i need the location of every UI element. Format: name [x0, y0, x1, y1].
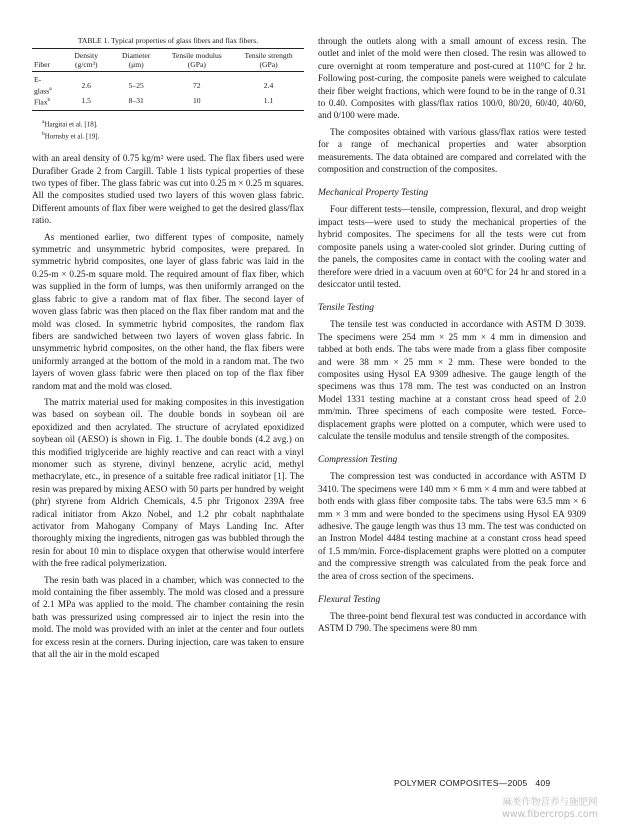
- table-header-rule: [32, 71, 304, 72]
- body-paragraph: The resin bath was placed in a chamber, which was connected to the mold containing the fiber assembly. The mold was closed and a pressure of 2.1 MPa was applied to the mold. The chamber containing the resin bath was pressurized using compressed air to inject the resin into the mold. The mold was provided with an inlet at the center and four outlets for excess resin at the corners. During injection, care was taken to ensure that all the air in the mold escaped: [32, 575, 304, 661]
- watermark-line: www.fibercrops.com: [501, 809, 599, 820]
- right-column: [318, 36, 586, 640]
- page-footer: [394, 778, 550, 788]
- body-paragraph: As mentioned earlier, two different types of composite, namely symmetric and unsymmetric hybrid composites, were prepared. In symmetric hybrid composites, one layer of glass fabric was laid in the 0.25-m × 0.25-m square mold. The required amount of flax fiber, which was supplied in the form of lumps, was then uniformly arranged on the glass fabric to give a random mat of flax fiber. The second layer of woven glass fabric was then placed on the flax fiber random mat and the mold was closed. In symmetric hybrid composites, the random flax fibers are sandwiched between two layers of woven glass fabric. In unsymmetric hybrid composites, on the other hand, the flax fibers were uniformly arranged at the bottom of the mold in a random mat. The two layers of woven glass fabric were then placed on top of the flax fiber random mat and the mold was closed.: [32, 232, 304, 392]
- footnote-b: $^b$Hornsby et al. [19].: [42, 130, 100, 141]
- section-heading: Tensile Testing: [318, 303, 375, 314]
- table-cell: 72: [193, 80, 201, 90]
- table-footnotes: [42, 117, 304, 142]
- section-heading: Compression Testing: [318, 455, 398, 466]
- table-cell: 2.4: [263, 80, 274, 90]
- table-row: [32, 75, 304, 96]
- table-cell: 10: [193, 96, 201, 106]
- watermark: [490, 797, 610, 821]
- body-paragraph: The compression test was conducted in accordance with ASTM D 3410. The specimens were 140 mm × 6 mm × 4 mm and were tabbed at both ends with glass fiber composite tabs. The tabs were 63.5 mm × 6 mm × 3 mm and were bonded to the specimens using Hysol EA 9309 adhesive. The gauge length was thus 13 mm. The test was conducted on an Instron Model 4484 testing machine at a constant cross head speed of 1.5 mm/min. Force-displacement graphs were plotted on a computer and the compressive strength was calculated from the peak force and the area of cross section of the specimens.: [318, 472, 586, 582]
- table-header-density: Density (g/cm³): [74, 51, 99, 69]
- body-paragraph: with an areal density of 0.75 kg/m² were used. The flax fibers used were Durafiber Grade 2 from Cargill. Table 1 lists typical properties of these two types of fiber. The glass fabric was cut into 0.25 m × 0.25 m squares. All the composites studied used two layers of this woven glass fabric. Different amounts of flax fiber were weighed to get the desired glass/flax ratio.: [32, 154, 304, 227]
- table-cell: 5–25: [128, 80, 144, 90]
- table-cell: 1.5: [81, 96, 91, 106]
- table-header-fiber: Fiber: [34, 60, 51, 69]
- body-paragraph: through the outlets along with a small amount of excess resin. The outlet and inlet of the mold were then closed. The resin was allowed to cure overnight at room temperature and post-cured at 110°C for 2 hr. Following post-curing, the composite panels were weighed to calculate their fiber weight fractions, which were found to be in the range of 0.31 to 0.40. Composites with glass/flax ratios 100/0, 80/20, 60/40, 40/60, and 0/100 were made.: [318, 37, 586, 122]
- table-cell: 2.6: [81, 80, 91, 90]
- table-header-strength: Tensile strength (GPa): [244, 51, 293, 69]
- body-paragraph: The matrix material used for making composites in this investigation was based on soybean oil. The double bonds in soybean oil are epoxidized and then acrylated. The structure of acrylated epoxidized soybean oil (AESO) is shown in Fig. 1. The double bonds (4.2 avg.) on this modified triglyceride are highly reactive and can react with a vinyl monomer such as styrene, divinyl benzene, acrylic acid, methyl methacrylate, etc., in presence of a suitable free radical initiator [1]. The resin was prepared by mixing AESO with 50 parts per hundred by weight (phr) styrene from Aldrich Chemicals, 4.5 phr Trigonox 239A free radical initiator from Akzo Nobel, and 1.2 phr cobalt naphthalate activator from Mahogany Company of Mays Landing Inc. After thoroughly mixing the ingredients, nitrogen gas was bubbled through the resin for about 10 min to displace oxygen that otherwise would interfere with the free radical polymerization.: [32, 397, 304, 570]
- page-number: 409: [535, 778, 551, 788]
- table-header-diameter: Diameter (μm): [122, 51, 151, 69]
- section-heading: Mechanical Property Testing: [318, 188, 429, 199]
- table-header-modulus: Tensile modulus (GPa): [171, 51, 222, 69]
- table-cell: Flax$^b$: [34, 96, 51, 107]
- left-column: [32, 36, 304, 665]
- table-caption: TABLE 1. Typical properties of glass fibers and flax fibers.: [77, 36, 259, 45]
- watermark-line: 麻类作物营养与施肥网: [502, 797, 598, 808]
- table-bottom-rule: [32, 110, 304, 111]
- table-row: [32, 96, 304, 107]
- body-paragraph: Four different tests—tensile, compression, flexural, and drop weight impact tests—were used to study the mechanical properties of the hybrid composites. The specimens for all the tests were cut from composite panels using a water-cooled slot grinder. During cutting of the panels, the composites came in contact with the cooling water and therefore were dried in a vacuum oven at 60°C for 24 hr and stored in a desiccator until tested.: [318, 205, 586, 290]
- journal-name: POLYMER COMPOSITES—2005: [394, 778, 528, 788]
- section-heading: Flexural Testing: [318, 595, 381, 606]
- table-cell: E-glass$^a$: [34, 75, 52, 96]
- body-paragraph: The composites obtained with various glass/flax ratios were tested for a range of mechanical properties and water absorption measurements. The data obtained are compared and correlated with the composition and construction of the composites.: [318, 127, 586, 176]
- body-paragraph: The three-point bend flexural test was conducted in accordance with ASTM D 790. The specimens were 80 mm: [318, 612, 586, 635]
- table-cell: 1.1: [263, 96, 274, 106]
- table-cell: 8–31: [128, 96, 144, 106]
- body-paragraph: The tensile test was conducted in accordance with ASTM D 3039. The specimens were 254 mm × 25 mm × 4 mm in dimension and tabbed at both ends. The tabs were made from a glass fiber composite and were 38 mm × 25 mm × 2 mm. These were bonded to the composites using Hysol EA 9309 adhesive. The gauge length of the specimens was thus 178 mm. The test was conducted on an Instron Model 1331 testing machine at a constant cross head speed of 2.0 mm/min. Three specimens of each composite were tested. Force-displacement graphs were plotted on a computer, which were used to calculate the tensile modulus and tensile strength of the composites.: [318, 320, 586, 442]
- fiber-properties-table: [32, 49, 304, 111]
- footnote-a: $^a$Hargitai et al. [18].: [42, 118, 98, 128]
